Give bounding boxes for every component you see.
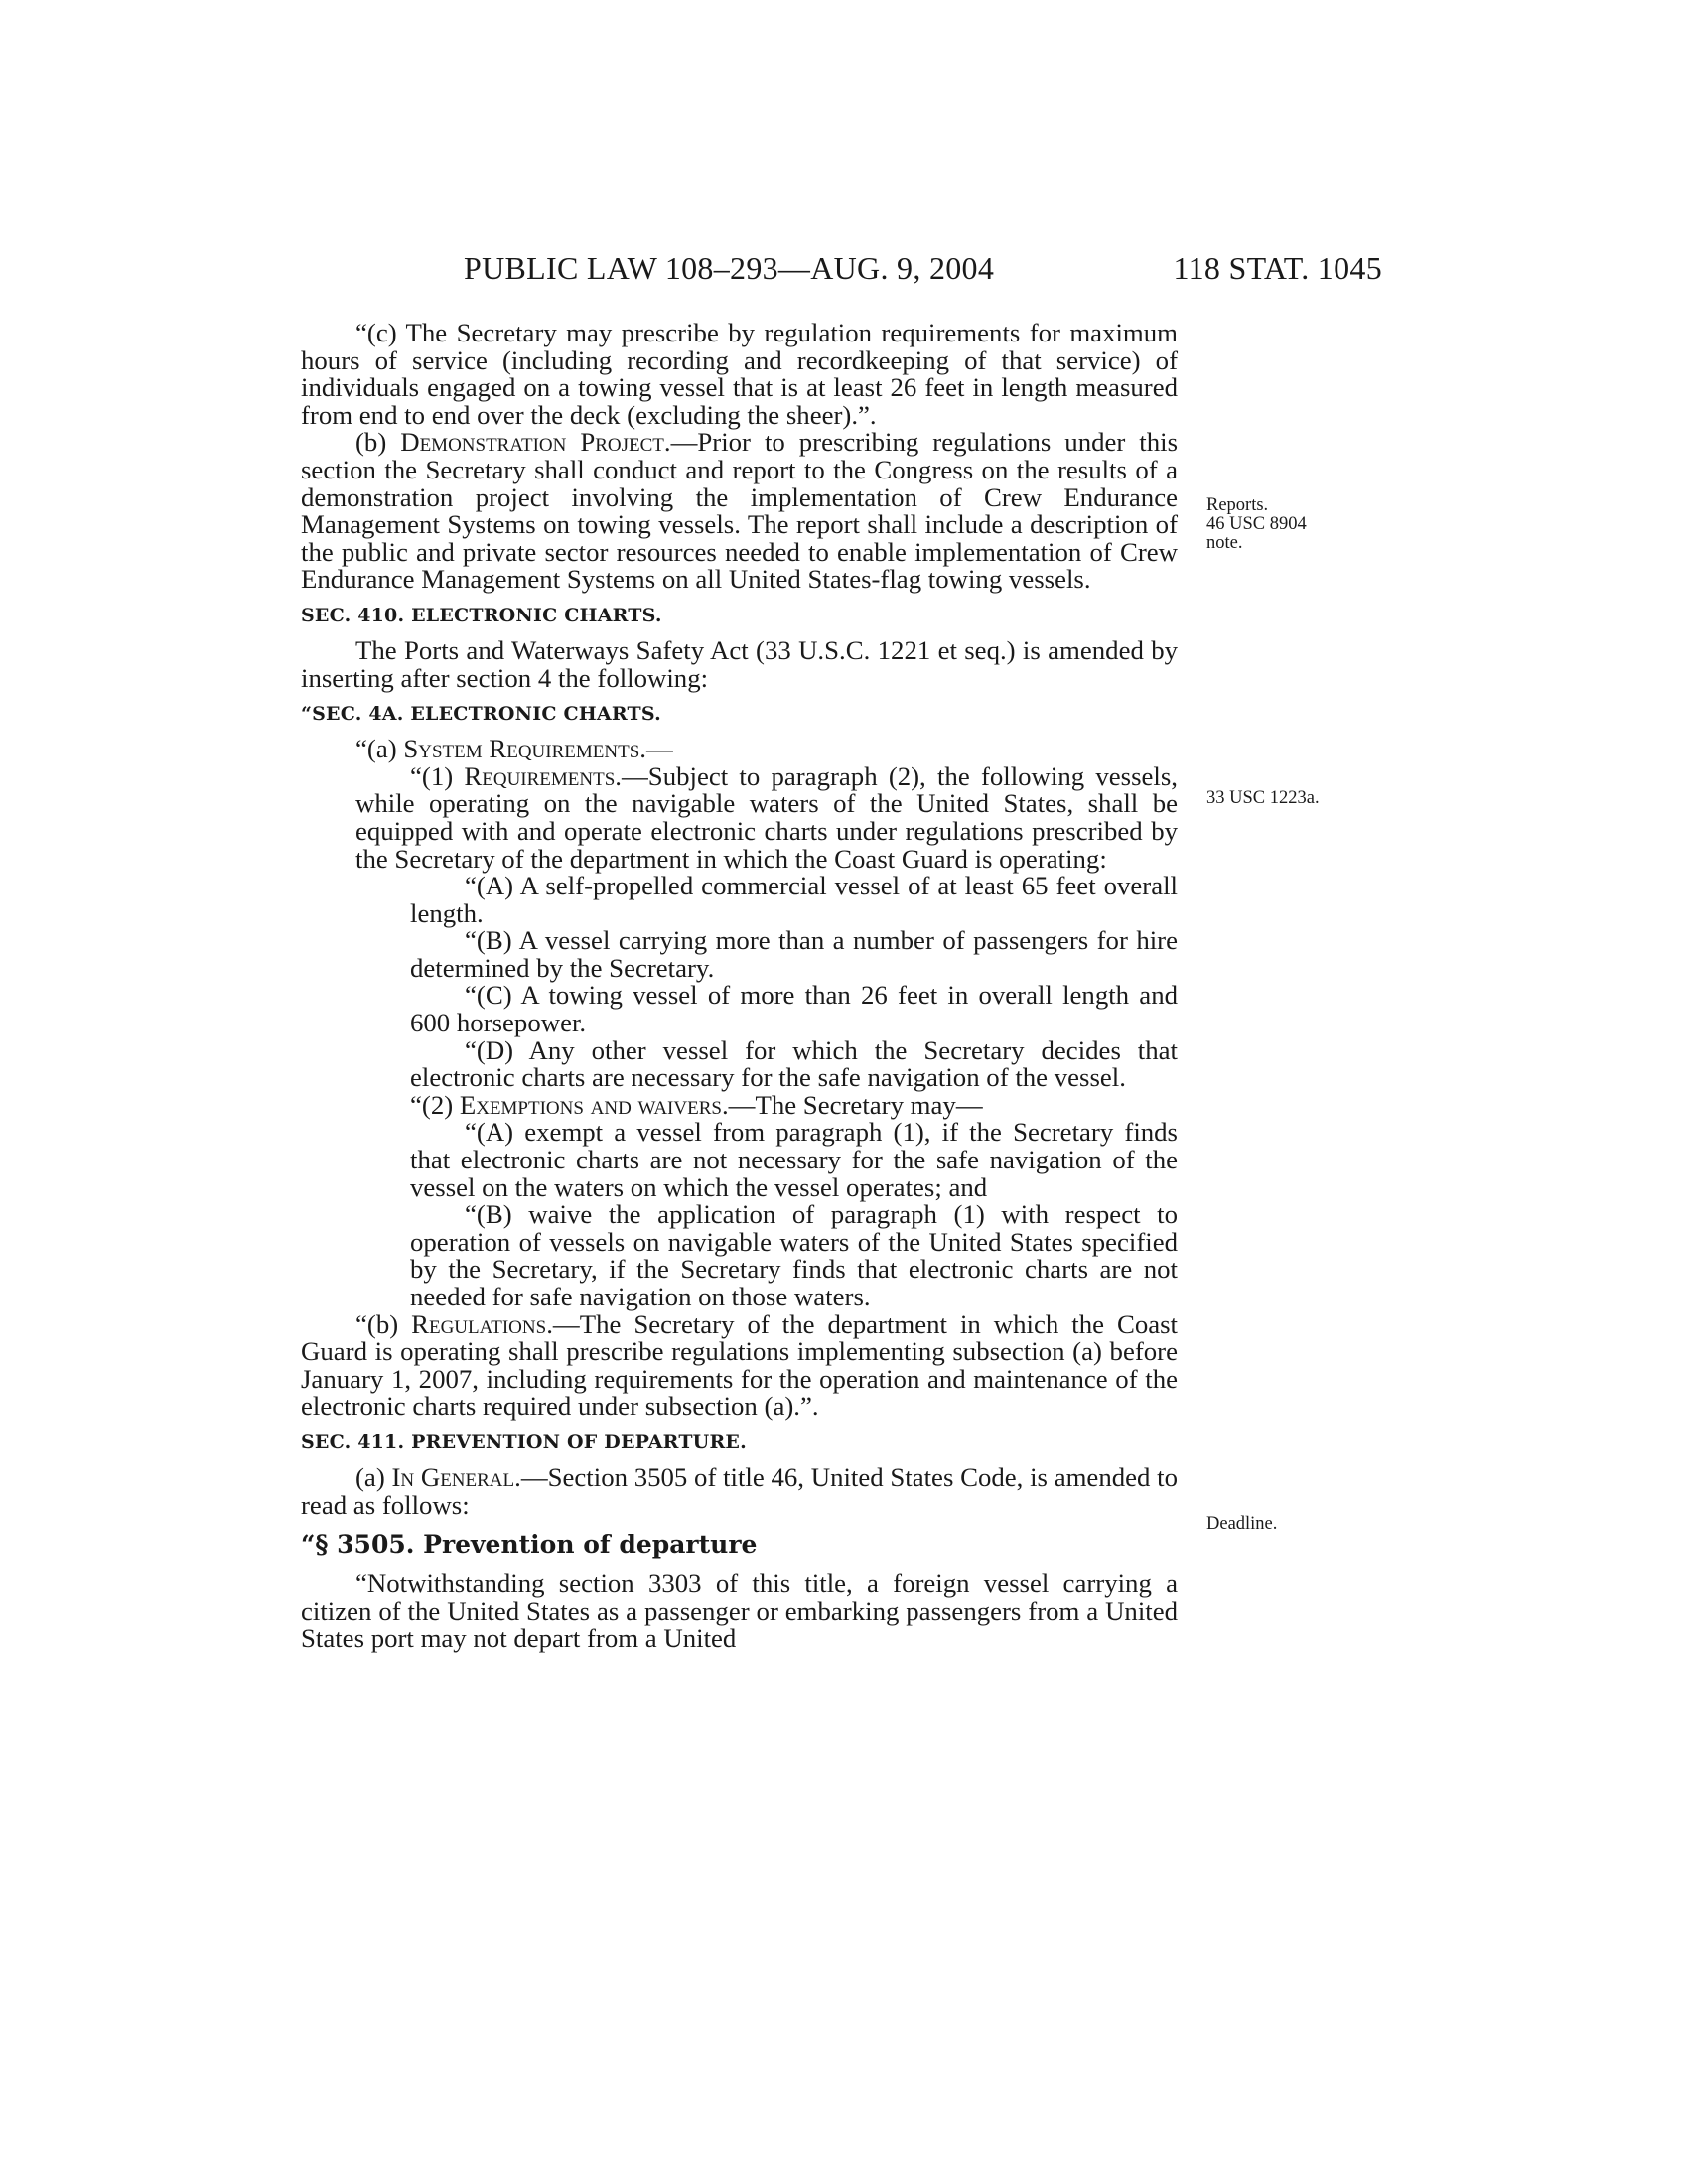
item-c-towing-vessel: “(C) A towing vessel of more than 26 feet in overall length and 600 horsepower. — [410, 980, 1178, 1038]
paragraph-prefix: “(a) — [355, 734, 404, 764]
paragraph-heading: Exemptions and waivers — [459, 1089, 722, 1120]
paragraph-ports-waterways: The Ports and Waterways Safety Act (33 U.S.C. 1221 et seq.) is amended by inserting after section 4 the following: — [301, 634, 1178, 693]
paragraph-1-requirements — [301, 760, 1178, 874]
paragraph-c-maximum-hours: “(c) The Secretary may prescribe by regulation requirements for maximum hours of service (including recording and recordkeeping of that service) of individuals engaged on a towing vessel that is at least 26 feet in length measured from end to end over the deck (excluding the sheer).”. — [301, 318, 1178, 430]
margin-note-deadline: Deadline. — [1206, 1514, 1278, 1534]
paragraph-prefix: “(1) — [410, 760, 465, 791]
paragraph-suffix: .— — [639, 734, 673, 764]
item-a-self-propelled: “(A) A self-propelled commercial vessel of at least 65 feet overall length. — [410, 871, 1178, 928]
paragraph-heading: System Requirements — [403, 734, 640, 764]
paragraph-heading: Demonstration Project — [400, 427, 664, 458]
subsection-b-regulations — [301, 1308, 1178, 1422]
waiver-b: “(B) waive the application of paragraph (1) with respect to operation of vessels on navigable waters of the United States specified by the Secretary, if the Secretary finds that electronic charts are not needed for safe navigation on those waters. — [410, 1199, 1178, 1311]
paragraph-text: .—Prior to prescribing regulations under this section the Secretary shall conduct and report to the Congress on the results of a demonstration project involving the implementation of Crew Endurance Management Systems on towing vessels. The report shall include a description of the public and private sector resources needed to enable implementation of Crew Endurance Management Systems on all United States-flag towing vessels. — [301, 427, 1178, 595]
paragraph-a-in-general — [301, 1461, 1178, 1520]
paragraph-text: .—Subject to paragraph (2), the following vessels, while operating on the navigable waters of the United States, shall be equipped with and operate electronic charts under regulations prescribed by the Secretary of the department in which the Coast Guard is operating: — [355, 760, 1178, 874]
margin-note-line: note. — [1206, 533, 1243, 553]
paragraph-b-demonstration-project — [301, 429, 1178, 594]
paragraph-text: .—The Secretary may— — [721, 1089, 983, 1120]
item-d-other-vessel: “(D) Any other vessel for which the Secretary decides that electronic charts are necessary for the safe navigation of the vessel. — [410, 1034, 1178, 1093]
margin-note-33-usc-1223a: 33 USC 1223a. — [1206, 788, 1320, 808]
item-b-passenger-vessel: “(B) A vessel carrying more than a number of passengers for hire determined by the Secretary. — [410, 925, 1178, 983]
paragraph-prefix: (a) — [355, 1461, 392, 1492]
section-410-heading: SEC. 410. ELECTRONIC CHARTS. — [301, 604, 662, 626]
paragraph-2-exemptions-waivers — [301, 1089, 1178, 1120]
header-title: PUBLIC LAW 108–293—AUG. 9, 2004 — [464, 250, 995, 286]
section-411-heading: SEC. 411. PREVENTION OF DEPARTURE. — [301, 1431, 747, 1453]
exemption-a: “(A) exempt a vessel from paragraph (1), if the Secretary finds that electronic charts are not necessary for the safe navigation of the vessel on the waters on which the vessel operates; and — [410, 1117, 1178, 1202]
page-header — [300, 250, 1382, 290]
paragraph-heading: Requirements — [464, 760, 616, 791]
margin-note-line: 46 USC 8904 — [1206, 514, 1307, 534]
section-3505-heading: “§ 3505. Prevention of departure — [301, 1530, 758, 1560]
margin-note-reports — [1206, 496, 1307, 553]
paragraph-prefix: (b) — [355, 427, 401, 458]
paragraph-heading: Regulations — [411, 1308, 547, 1339]
paragraph-text: .—Section 3505 of title 46, United States Code, is amended to read as follows: — [301, 1461, 1178, 1520]
paragraph-notwithstanding: “Notwithstanding section 3303 of this title, a foreign vessel carrying a citizen of the United States as a passenger or embarking passengers from a United States port may not depart from a United — [301, 1569, 1178, 1654]
subsection-a-system-requirements — [301, 736, 1178, 763]
paragraph-heading: In General — [391, 1461, 515, 1492]
section-4a-heading: “SEC. 4A. ELECTRONIC CHARTS. — [301, 703, 661, 726]
header-stat-citation: 118 STAT. 1045 — [1173, 250, 1382, 286]
paragraph-text: .—The Secretary of the department in which the Coast Guard is operating shall prescribe regulations implementing subsection (a) before January 1, 2007, including requirements for the operation and maintenance of the electronic charts required under subsection (a).”. — [301, 1308, 1178, 1422]
paragraph-prefix: “(2) — [410, 1089, 460, 1120]
document-body — [301, 320, 1178, 1653]
paragraph-prefix: “(b) — [355, 1308, 412, 1339]
margin-note-line: Reports. — [1206, 495, 1269, 515]
